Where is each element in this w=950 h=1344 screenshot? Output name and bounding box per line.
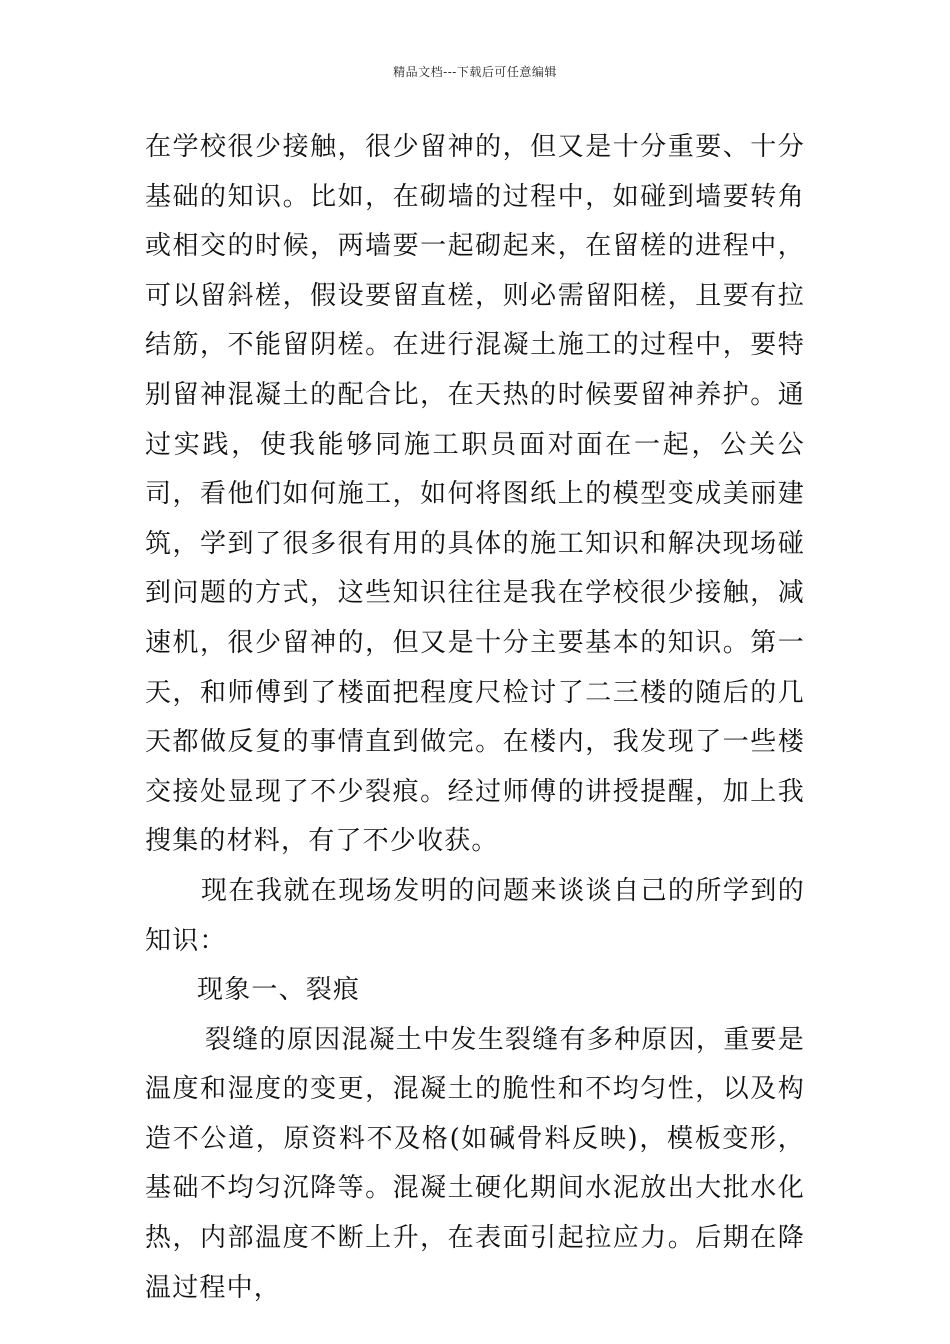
document-body	[145, 123, 805, 1313]
paragraph: 在学校很少接触，很少留神的，但又是十分重要、十分基础的知识。比如，在砌墙的过程中，如碰到墙要转角或相交的时候，两墙要一起砌起来，在留槎的进程中，可以留斜槎，假设要留直槎，则必需留阳槎，且要有拉结筋，不能留阴槎。在进行混凝土施工的过程中，要特别留神混凝土的配合比，在天热的时候要留神养护。通过实践，使我能够同施工职员面对面在一起，公关公司，看他们如何施工，如何将图纸上的模型变成美丽建筑，学到了很多很有用的具体的施工知识和解决现场碰到问题的方式，这些知识往往是我在学校很少接触，减速机，很少留神的，但又是十分主要基本的知识。第一天，和师傅到了楼面把程度尺检讨了二三楼的随后的几天都做反复的事情直到做完。在楼内，我发现了一些楼交接处显现了不少裂痕。经过师傅的讲授提醒，加上我搜集的材料，有了不少收获。	[145, 132, 805, 857]
paragraph: 裂缝的原因混凝土中发生裂缝有多种原因，重要是温度和湿度的变更，混凝土的脆性和不均匀性，以及构造不公道，原资料不及格(如碱骨料反映)，模板变形，基础不均匀沉降等。混凝土硬化期间水泥放出大批水化热，内部温度不断上升，在表面引起拉应力。后期在降温过程中，	[145, 1024, 805, 1303]
paragraph: 现在我就在现场发明的问题来谈谈自己的所学到的知识：	[145, 875, 805, 956]
section-heading: 现象一、裂痕	[197, 975, 361, 1006]
page-header: 精品文档---下载后可任意编辑	[393, 65, 557, 79]
